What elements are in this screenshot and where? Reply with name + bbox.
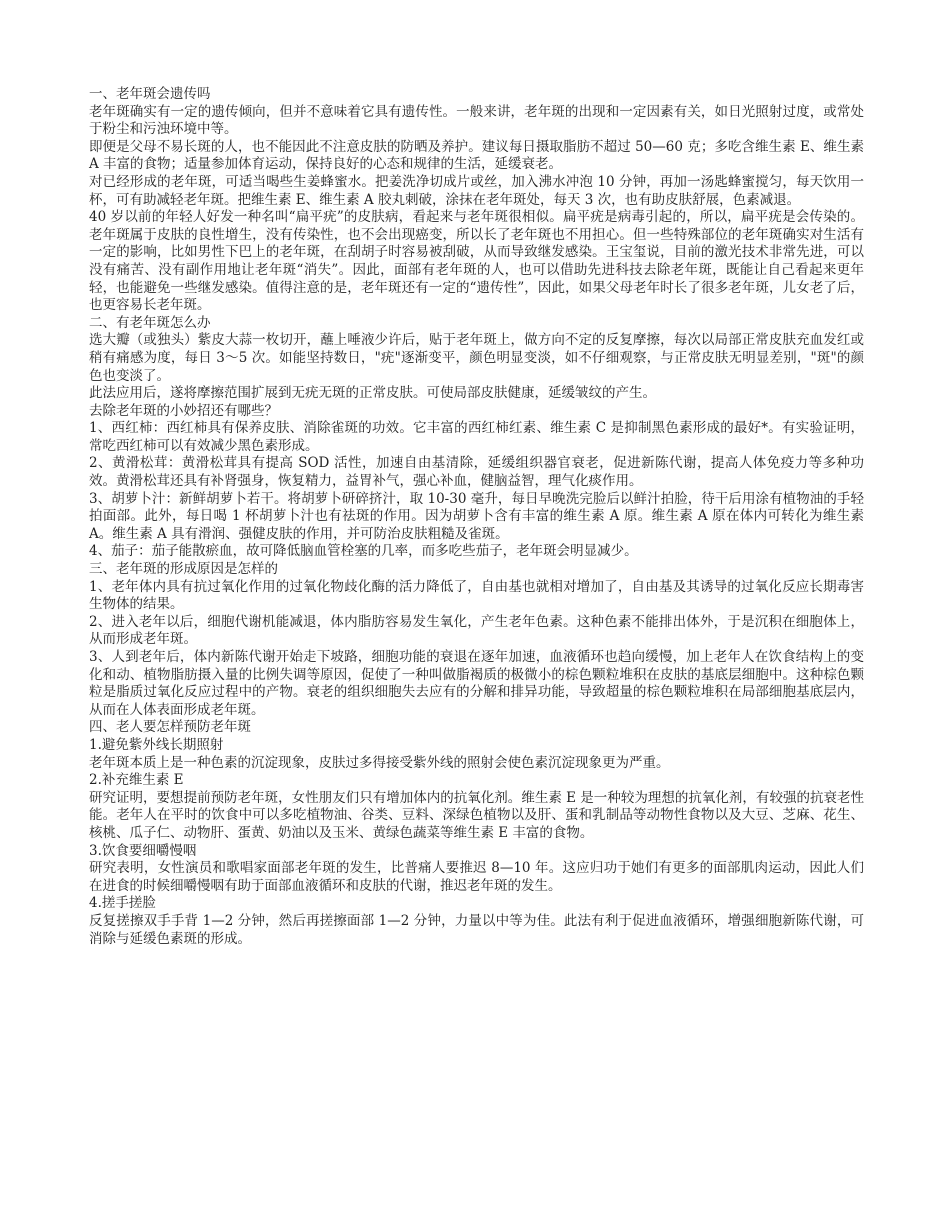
- paragraph: 反复搓擦双手手背 1—2 分钟，然后再搓擦面部 1—2 分钟，力量以中等为佳。此法有利于促进血液循环，增强细胞新陈代谢，可消除与延缓色素斑的形成。: [89, 912, 864, 947]
- section-heading-4: 四、老人要怎样预防老年斑: [89, 719, 251, 736]
- list-item: 3、胡萝卜汁：新鲜胡萝卜若干。将胡萝卜研碎挤汁，取 10-30 毫升，每日早晚洗完脸后以鲜汁拍脸，待干后用涂有植物油的手轻拍面部。此外，每日喝 1 杯胡萝卜汁也有祛斑的作用。因为胡萝卜含有丰富的维生素 A 原。维生素 A 原在体内可转化为维生素 A。维生素 A 具有滑润、强健皮肤的作用，并可防治皮肤粗糙及雀斑。: [89, 490, 864, 542]
- list-item: 4、茄子：茄子能散瘀血，故可降低脑血管栓塞的几率，而多吃些茄子，老年斑会明显减少。: [89, 543, 638, 560]
- paragraph: 选大瓣（或独头）紫皮大蒜一枚切开，蘸上唾液少许后，贴于老年斑上，做方向不定的反复摩擦，每次以局部正常皮肤充血发红或稍有痛感为度，每日 3～5 次。如能坚持数日，"疣"逐渐变平，颜色明显变淡，如不仔细观察，与正常皮肤无明显差别，"斑"的颜色也变淡了。: [89, 332, 864, 384]
- document-body: [89, 86, 864, 948]
- section-heading-3: 三、老年斑的形成原因是怎样的: [89, 561, 278, 578]
- section-heading-1: 一、老年斑会遗传吗: [89, 86, 211, 102]
- subheading: 去除老年斑的小妙招还有哪些？: [89, 402, 278, 419]
- paragraph: 老年斑确实有一定的遗传倾向，但并不意味着它具有遗传性。一般来讲，老年斑的出现和一定因素有关，如日光照射过度，或常处于粉尘和污浊环境中等。: [89, 103, 864, 138]
- subheading: 1.避免紫外线长期照射: [89, 736, 224, 753]
- list-item: 2、黄滑松茸：黄滑松茸具有提高 SOD 活性，加速自由基清除，延缓组织器官衰老，促进新陈代谢，提高人体免疫力等多种功效。黄滑松茸还具有补肾强身，恢复精力，益胃补气，强心补血，健脑益智，理气化痰作用。: [89, 455, 864, 490]
- list-item: 2、进入老年以后，细胞代谢机能减退，体内脂肪容易发生氧化，产生老年色素。这种色素不能排出体外，于是沉积在细胞体上，从而形成老年斑。: [89, 613, 864, 648]
- section-heading-2: 二、有老年斑怎么办: [89, 314, 211, 331]
- list-item: 1、老年体内具有抗过氧化作用的过氧化物歧化酶的活力降低了，自由基也就相对增加了，自由基及其诱导的过氧化反应长期毒害生物体的结果。: [89, 578, 864, 613]
- paragraph: 对已经形成的老年斑，可适当喝些生姜蜂蜜水。把姜洗净切成片或丝，加入沸水冲泡 10 分钟，再加一汤匙蜂蜜搅匀，每天饮用一杯，可有助减轻老年斑。把维生素 E、维生素 A 胶丸刺破，涂抹在老年斑处，每天 3 次，也有助皮肤舒展，色素减退。: [89, 173, 864, 208]
- paragraph: 即便是父母不易长斑的人，也不能因此不注意皮肤的防晒及养护。建议每日摄取脂肪不超过 50—60 克；多吃含维生素 E、维生素 A 丰富的食物；适量参加体育运动，保持良好的心态和规律的生活，延缓衰老。: [89, 138, 864, 173]
- paragraph: 40 岁以前的年轻人好发一种名叫“扁平疣”的皮肤病，看起来与老年斑很相似。扁平疣是病毒引起的，所以，扁平疣是会传染的。老年斑属于皮肤的良性增生，没有传染性，也不会出现癌变，所以长了老年斑也不用担心。但一些特殊部位的老年斑确实对生活有一定的影响，比如男性下巴上的老年斑，在刮胡子时容易被刮破，从而导致继发感染。王宝玺说，目前的激光技术非常先进，可以没有痛苦、没有副作用地让老年斑“消失”。因此，面部有老年斑的人，也可以借助先进科技去除老年斑，既能让自己看起来更年轻，也能避免一些继发感染。值得注意的是，老年斑还有一定的“遗传性”，因此，如果父母老年时长了很多老年斑，儿女老了后，也更容易长老年斑。: [89, 209, 864, 314]
- list-item: 1、西红柿：西红柿具有保养皮肤、消除雀斑的功效。它丰富的西红柿红素、维生素 C 是抑制黑色素形成的最好*。有实验证明，常吃西红柿可以有效减少黑色素形成。: [89, 420, 864, 454]
- paragraph: 此法应用后，遂将摩擦范围扩展到无疣无斑的正常皮肤。可使局部皮肤健康，延缓皱纹的产生。: [89, 385, 656, 402]
- subheading: 3.饮食要细嚼慢咽: [89, 842, 197, 859]
- paragraph: 研究表明，女性演员和歌唱家面部老年斑的发生，比普痛人要推迟 8—10 年。这应归功于她们有更多的面部肌肉运动，因此人们在进食的时候细嚼慢咽有助于面部血液循环和皮肤的代谢，推迟老年斑的发生。: [89, 860, 864, 894]
- paragraph: 老年斑本质上是一种色素的沉淀现象，皮肤过多得接受紫外线的照射会使色素沉淀现象更为严重。: [89, 754, 670, 771]
- paragraph: 研究证明，要想提前预防老年斑，女性朋友们只有增加体内的抗氧化剂。维生素 E 是一种较为理想的抗氧化剂，有较强的抗衰老性能。老年人在平时的饮食中可以多吃植物油、谷类、豆料、深绿色植物以及肝、蛋和乳制品等动物性食物以及大豆、芝麻、花生、核桃、瓜子仁、动物肝、蛋黄、奶油以及玉米、黄绿色蔬菜等维生素 E 丰富的食物。: [89, 789, 864, 841]
- list-item: 3、人到老年后，体内新陈代谢开始走下坡路，细胞功能的衰退在逐年加速，血液循环也趋向缓慢，加上老年人在饮食结构上的变化和动、植物脂肪摄入量的比例失调等原因，促使了一种叫做脂褐质的极微小的棕色颗粒堆积在皮肤的基底层细胞中。这种棕色颗粒是脂质过氧化反应过程中的产物。衰老的组织细胞失去应有的分解和排异功能，导致超量的棕色颗粒堆积在局部细胞基底层内，从而在人体表面形成老年斑。: [89, 649, 864, 718]
- subheading: 4.搓手搓脸: [89, 895, 156, 912]
- subheading: 2.补充维生素 E: [89, 772, 184, 789]
